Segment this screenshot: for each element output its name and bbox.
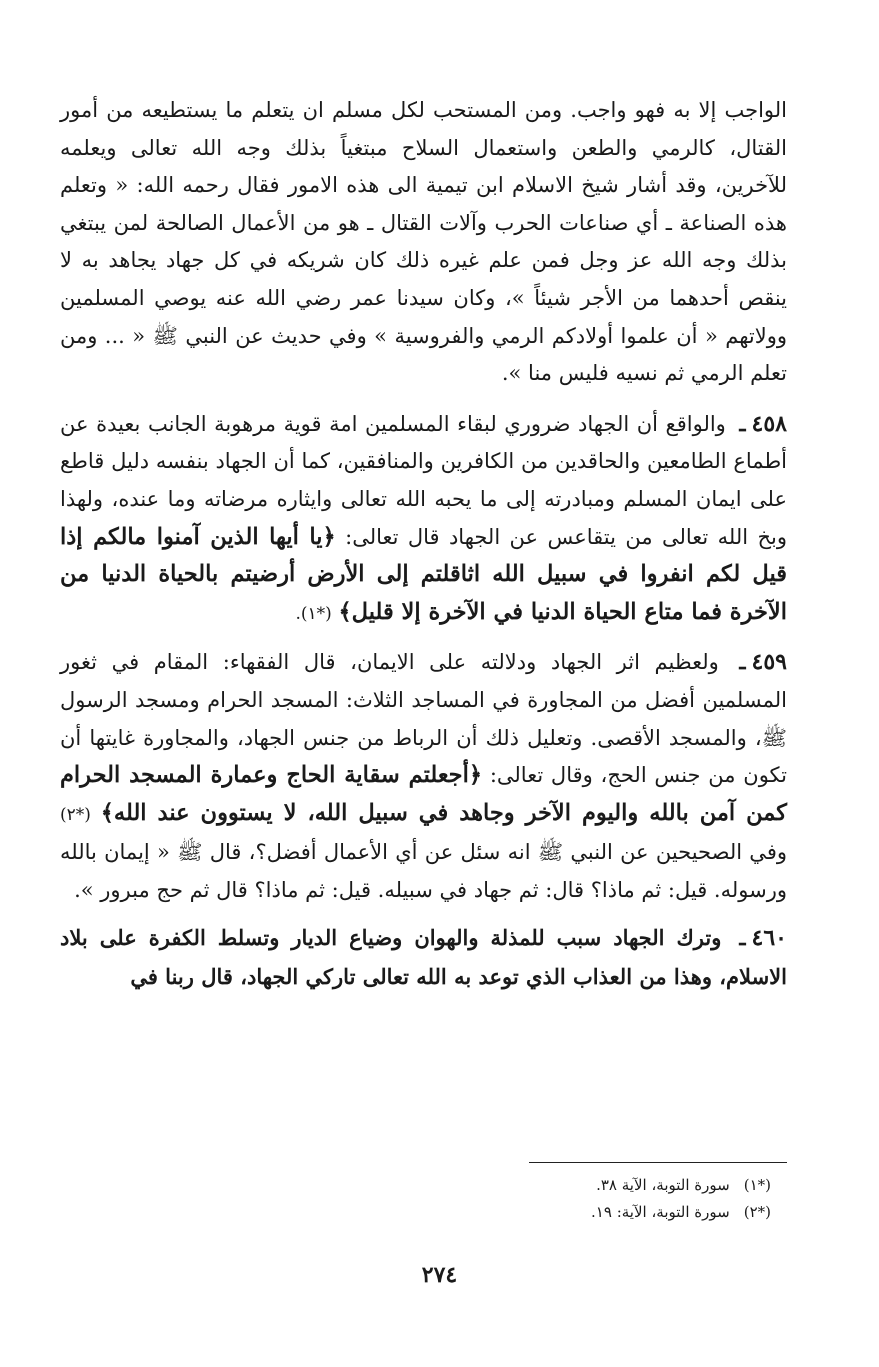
footnote-item xyxy=(591,1172,771,1199)
hadith-text: وفي الصحيحين عن النبي ﷺ انه سئل عن أي الأعمال أفضل؟، قال ﷺ « إيمان بالله ورسوله. قيل: ثم ماذا؟ قال: ثم جهاد في سبيله. قيل: ثم ماذا؟ قال xyxy=(60,840,787,902)
paragraph-dash: ـ xyxy=(739,410,746,436)
paragraph-text: الواجب إلا به فهو واجب. ومن المستحب لكل مسلم ان يتعلم ما يستطيعه من أمور القتال، كالرمي والطعن واستعمال السلاح مبتغياً بذلك وجه الله تعالى ويعلمه للآخرين، وقد أشار شيخ الاسلام ابن تيمية الى هذه الامور فقال رحمه الله: « وتعلم هذه الصناعة ـ أي صناعات الحرب وآلات القتال ـ هو من الأعمال الصالحة لمن يبتغي بذلك وجه الله عز وجل فمن علم غيره ذلك كان شريكه في كل جهاد يجاهد به لا ينقص أحدهما من الأجر شيئاً »، وكان سيدنا عمر رضي الله عنه يوصي المسلمين وولاتهم « أن علموا أولادكم الرمي والفروسية » وفي حديث عن النبي ﷺ « ... ومن تعلم الرمي ثم نسيه فليس منا ». xyxy=(60,98,787,386)
quran-verse: ﴿أجعلتم سقاية الحاج وعمارة المسجد الحرام كمن آمن بالله واليوم الآخر وجاهد في سبيل الله، لا يستوون عند الله﴾ xyxy=(60,762,787,826)
paragraph-459 xyxy=(60,643,787,909)
paragraph-460 xyxy=(60,919,787,995)
paragraph-text: والواقع أن الجهاد ضروري لبقاء المسلمين امة قوية مرهوبة الجانب بعيدة عن أطماع الطامعين والحاقدين من الكافرين والمنافقين، كما أن الجهاد بنفسه دليل قاطع على ايمان المسلم ومبادرته إلى ما يحبه الله تعالى وايثاره مرضاته وما عنده، ولهذا وبخ الله تعالى من يتقاعس عن الجهاد قال تعالى: xyxy=(60,411,787,549)
page-body xyxy=(60,92,787,1006)
paragraph-number: ٤٥٩ xyxy=(751,649,787,676)
paragraph-457-continued xyxy=(60,92,787,393)
paragraph-dash: ـ xyxy=(739,925,746,951)
footnotes xyxy=(591,1172,771,1226)
footnote-reference: (*٢) xyxy=(60,804,91,825)
footnote-text: سورة التوبة، الآية: ١٩. xyxy=(591,1203,730,1221)
paragraph-dash: ـ xyxy=(739,649,746,675)
paragraph-text: ولعظيم اثر الجهاد ودلالته على الايمان، قال الفقهاء: المقام في ثغور المسلمين أفضل من المجاورة في المساجد الثلاث: المسجد الحرام ومسجد الرسول ﷺ، والمسجد الأقصى. وتعليل ذلك أن الرباط من جنس الجهاد، والمجاورة غايتها أن تكون من جنس الحج، وقال تعالى: xyxy=(60,650,787,788)
paragraph-458 xyxy=(60,405,787,634)
footnote-reference: (*١). xyxy=(295,603,332,624)
footnote-divider xyxy=(529,1162,787,1163)
footnote-text: سورة التوبة، الآية ٣٨. xyxy=(596,1176,730,1194)
page-number: ٢٧٤ xyxy=(421,1262,458,1288)
quran-verse: ﴿يا أيها الذين آمنوا مالكم إذا قيل لكم انفروا في سبيل الله اثاقلتم إلى الأرض أرضيتم بالحياة الدنيا من الآخرة فما متاع الحياة الدنيا في الآخرة إلا قليل﴾ xyxy=(60,523,787,625)
footnote-marker: (*١) xyxy=(743,1176,771,1194)
footnote-item xyxy=(591,1199,771,1226)
paragraph-number: ٤٥٨ xyxy=(751,410,787,437)
paragraph-text: وترك الجهاد سبب للمذلة والهوان وضياع الديار وتسلط الكفرة على بلاد الاسلام، وهذا من العذاب الذي توعد به الله تعالى تاركي الجهاد، قال ربنا في xyxy=(60,925,787,990)
hadith-ending: ثم حج مبرور ». xyxy=(74,877,210,902)
footnote-marker: (*٢) xyxy=(743,1203,771,1221)
paragraph-number: ٤٦٠ xyxy=(751,925,787,952)
